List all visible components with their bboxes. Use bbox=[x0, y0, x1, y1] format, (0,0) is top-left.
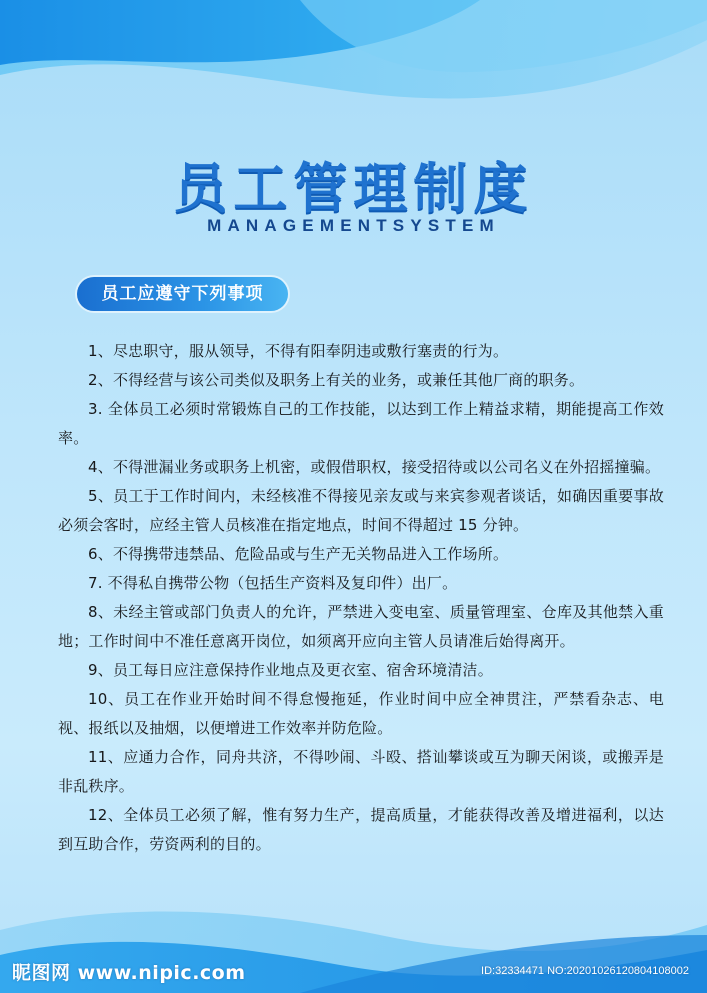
rule-item-2: 2、不得经营与该公司类似及职务上有关的业务，或兼任其他厂商的职务。 bbox=[88, 371, 585, 389]
rule-item-9: 9、员工每日应注意保持作业地点及更衣室、宿舍环境清洁。 bbox=[88, 661, 493, 679]
rule-item-5: 5、员工于工作时间内，未经核准不得接见亲友或与来宾参观者谈话，如确因重要事故必须会客时，应经主管人员核准在指定地点，时间不得超过 15 分钟。 bbox=[58, 487, 664, 534]
rule-item-12: 12、全体员工必须了解，惟有努力生产，提高质量，才能获得改善及增进福利，以达到互助合作，劳资两利的目的。 bbox=[58, 806, 664, 853]
rule-item-8: 8、未经主管或部门负责人的允许，严禁进入变电室、质量管理室、仓库及其他禁入重地；工作时间中不准任意离开岗位，如须离开应向主管人员请准后始得离开。 bbox=[58, 603, 664, 650]
section-heading-badge: 员工应遵守下列事项 bbox=[77, 277, 288, 311]
page-subtitle: MANAGEMENTSYSTEM bbox=[207, 216, 500, 235]
rule-item-3: 3. 全体员工必须时常锻炼自己的工作技能，以达到工作上精益求精，期能提高工作效率。 bbox=[58, 400, 664, 447]
page-title: 员工管理制度 bbox=[173, 157, 534, 220]
rule-item-1: 1、尽忠职守，服从领导，不得有阳奉阴违或敷行塞责的行为。 bbox=[88, 342, 509, 360]
watermark-id: ID:32334471 NO:20201026120804108002 bbox=[481, 965, 689, 977]
rule-item-11: 11、应通力合作，同舟共济，不得吵闹、斗殴、搭讪攀谈或互为聊天闲谈，或搬弄是非乱秩序。 bbox=[58, 748, 664, 795]
rule-item-10: 10、员工在作业开始时间不得怠慢拖延，作业时间中应全神贯注，严禁看杂志、电视、报纸以及抽烟，以便增进工作效率并防危险。 bbox=[58, 690, 664, 737]
rules-list bbox=[58, 337, 664, 859]
rule-item-7: 7. 不得私自携带公物（包括生产资料及复印件）出厂。 bbox=[88, 574, 458, 592]
rule-item-6: 6、不得携带违禁品、危险品或与生产无关物品进入工作场所。 bbox=[88, 545, 509, 563]
watermark-site: 昵图网 www.nipic.com bbox=[12, 962, 246, 984]
rule-item-4: 4、不得泄漏业务或职务上机密，或假借职权，接受招待或以公司名义在外招摇撞骗。 bbox=[88, 458, 661, 476]
